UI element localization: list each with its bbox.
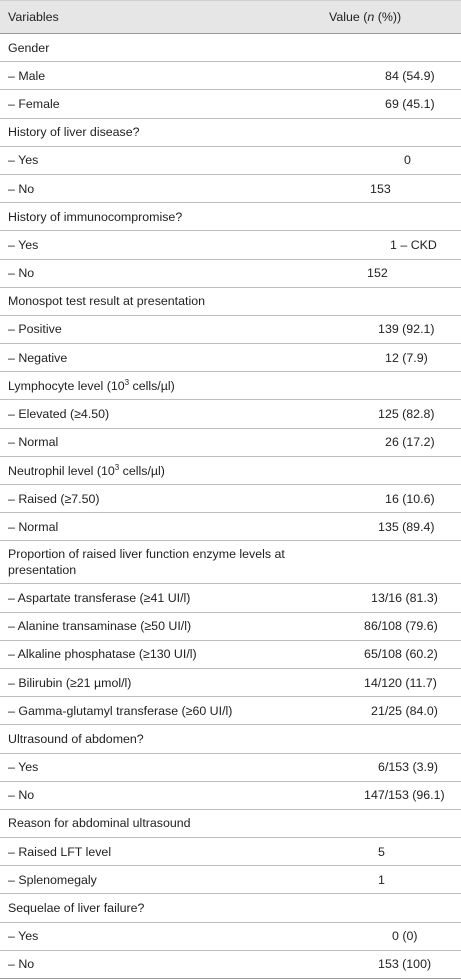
row-value-text: 5 [378, 844, 385, 859]
row-value-text: 153 [370, 181, 391, 196]
row-label: – No [0, 174, 329, 202]
table-row [0, 231, 461, 259]
row-value [329, 866, 461, 894]
row-label: – Normal [0, 428, 329, 456]
row-label: – No [0, 781, 329, 809]
row-label: – Gamma-glutamyl transferase (≥60 UI/l) [0, 697, 329, 725]
row-value-text: 21/25 (84.0) [371, 703, 438, 718]
row-value [329, 922, 461, 950]
row-value-text: 16 (10.6) [385, 491, 435, 506]
group-label [0, 456, 461, 484]
group-row [0, 809, 461, 837]
table-row [0, 697, 461, 725]
row-value-text: 1 [378, 872, 385, 887]
group-label-sup: 3 [114, 462, 120, 472]
header-variables: Variables [0, 1, 329, 34]
group-label: Proportion of raised liver function enzyme levels at presentation [0, 541, 461, 584]
row-value [329, 315, 461, 343]
row-label: – Male [0, 62, 329, 90]
group-row [0, 725, 461, 753]
row-value [329, 400, 461, 428]
group-row [0, 456, 461, 484]
row-value-text: 152 [367, 266, 388, 281]
group-row [0, 372, 461, 400]
row-value-text: 125 (82.8) [378, 407, 435, 422]
row-value [329, 174, 461, 202]
table-row [0, 922, 461, 950]
row-value-text: 6/153 (3.9) [378, 760, 438, 775]
row-value [329, 62, 461, 90]
row-value [329, 231, 461, 259]
row-label: – Bilirubin (≥21 µmol/l) [0, 668, 329, 696]
row-label: – Elevated (≥4.50) [0, 400, 329, 428]
row-label: – Positive [0, 315, 329, 343]
row-value-text: 12 (7.9) [385, 350, 428, 365]
table-row [0, 485, 461, 513]
row-value-text: 0 (0) [392, 929, 418, 944]
row-label: – Alkaline phosphatase (≥130 UI/l) [0, 640, 329, 668]
row-value-text: 153 (100) [378, 957, 432, 972]
table-row [0, 146, 461, 174]
group-row [0, 203, 461, 231]
row-label: – Female [0, 90, 329, 118]
table-row [0, 400, 461, 428]
group-row [0, 34, 461, 62]
table-row [0, 640, 461, 668]
table-row [0, 584, 461, 612]
group-label-sup: 3 [124, 378, 130, 388]
table-row [0, 781, 461, 809]
group-row [0, 541, 461, 584]
group-row [0, 118, 461, 146]
group-label: Monospot test result at presentation [0, 287, 461, 315]
table-row [0, 428, 461, 456]
group-label [0, 372, 461, 400]
row-value [329, 584, 461, 612]
row-value [329, 146, 461, 174]
group-label-post: cells/µl) [129, 379, 175, 394]
table-row [0, 315, 461, 343]
row-label: – Yes [0, 922, 329, 950]
table-row [0, 513, 461, 541]
group-label-pre: Lymphocyte level (10 [8, 379, 125, 394]
row-value [329, 781, 461, 809]
group-label-pre: Neutrophil level (10 [8, 463, 115, 478]
row-label: – Yes [0, 146, 329, 174]
row-value [329, 697, 461, 725]
group-label: History of immunocompromise? [0, 203, 461, 231]
row-value [329, 950, 461, 978]
row-label: – Yes [0, 753, 329, 781]
group-row [0, 287, 461, 315]
row-value-text: 0 [404, 153, 411, 168]
row-value-text: 26 (17.2) [385, 435, 435, 450]
row-value-text: 84 (54.9) [385, 68, 435, 83]
table-row [0, 259, 461, 287]
table-row [0, 866, 461, 894]
table-row [0, 344, 461, 372]
row-value-text: 147/153 (96.1) [364, 788, 445, 803]
row-label: – Splenomegaly [0, 866, 329, 894]
row-label: – Raised LFT level [0, 838, 329, 866]
row-label: – Normal [0, 513, 329, 541]
table-row [0, 950, 461, 978]
row-value [329, 640, 461, 668]
row-value [329, 90, 461, 118]
group-label: Ultrasound of abdomen? [0, 725, 461, 753]
table-row [0, 668, 461, 696]
row-label: – Aspartate transferase (≥41 UI/l) [0, 584, 329, 612]
row-value [329, 612, 461, 640]
header-value [329, 1, 461, 34]
row-value [329, 428, 461, 456]
header-value-prefix: Value ( [329, 10, 368, 24]
row-value-text: 14/120 (11.7) [364, 675, 437, 690]
row-value-text: 139 (92.1) [378, 322, 435, 337]
row-label: – Raised (≥7.50) [0, 485, 329, 513]
table-row [0, 62, 461, 90]
table-header-row [0, 1, 461, 34]
row-label: – Yes [0, 231, 329, 259]
table-row [0, 612, 461, 640]
table-row [0, 174, 461, 202]
group-label: Sequelae of liver failure? [0, 894, 461, 922]
header-value-n: n [367, 10, 375, 24]
table-row [0, 90, 461, 118]
row-label: – No [0, 259, 329, 287]
row-value [329, 838, 461, 866]
group-label: Reason for abdominal ultrasound [0, 809, 461, 837]
row-value [329, 668, 461, 696]
group-label: History of liver disease? [0, 118, 461, 146]
row-value-text: 86/108 (79.6) [364, 619, 438, 634]
row-value [329, 485, 461, 513]
row-value-text: 1 – CKD [390, 237, 437, 252]
row-value-text: 13/16 (81.3) [371, 590, 438, 605]
group-label-post: cells/µl) [119, 463, 165, 478]
header-value-suffix: (%)) [374, 10, 402, 24]
row-value-text: 65/108 (60.2) [364, 647, 438, 662]
row-value [329, 513, 461, 541]
row-value [329, 753, 461, 781]
row-value-text: 69 (45.1) [385, 96, 435, 111]
row-value-text: 135 (89.4) [378, 519, 435, 534]
row-value [329, 344, 461, 372]
table-row [0, 753, 461, 781]
table-row [0, 838, 461, 866]
row-label: – Alanine transaminase (≥50 UI/l) [0, 612, 329, 640]
group-row [0, 894, 461, 922]
group-label: Gender [0, 34, 461, 62]
row-label: – Negative [0, 344, 329, 372]
row-label: – No [0, 950, 329, 978]
row-value [329, 259, 461, 287]
